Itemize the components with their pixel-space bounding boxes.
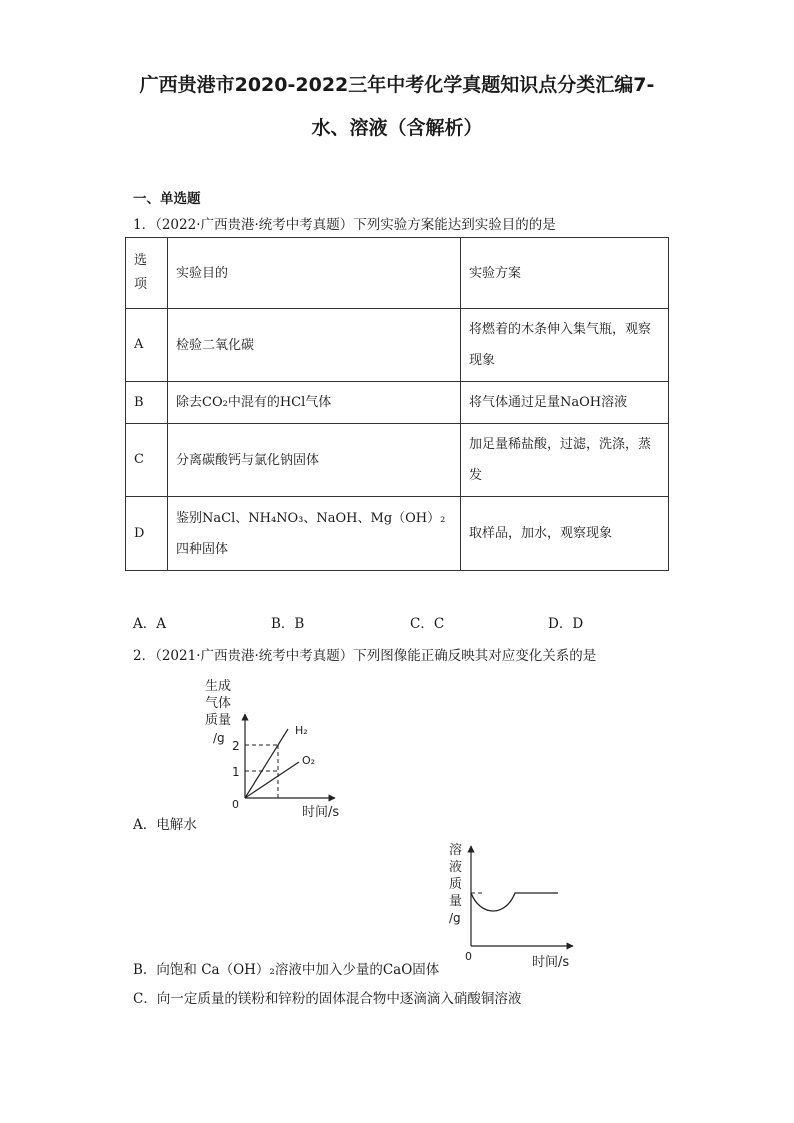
row-purpose: 检验二氧化碳: [168, 309, 461, 382]
graph-b-solution-mass: [440, 836, 590, 972]
option-d[interactable]: D．D: [548, 616, 584, 632]
graph-b-ylabel-1: 溶: [449, 843, 463, 858]
table-row: [126, 497, 669, 571]
graph-b-ylabel-4: 量: [449, 894, 463, 909]
header-plan: 实验方案: [461, 238, 669, 309]
graph-a-ylabel-3: 质量: [205, 713, 232, 728]
row-option: C: [126, 424, 168, 497]
graph-a-ytick-2: 2: [232, 739, 240, 753]
graph-b-curve: [471, 893, 558, 911]
row-plan: 将燃着的木条伸入集气瓶，观察现象: [461, 309, 669, 382]
graph-a-label-h2: H₂: [295, 724, 308, 737]
graph-a-ylabel-1: 生成: [205, 679, 232, 694]
graph-a-label-o2: O₂: [302, 754, 316, 767]
question-2-option-a[interactable]: A．电解水: [133, 817, 197, 833]
option-b[interactable]: B．B: [271, 616, 305, 632]
graph-b-ylabel-5: /g: [449, 911, 461, 925]
graph-b-origin: 0: [465, 950, 472, 963]
question-2-option-c[interactable]: C．向一定质量的镁粉和锌粉的固体混合物中逐滴滴入硝酸铜溶液: [133, 991, 522, 1007]
header-option: 选项: [126, 238, 168, 309]
graph-b-ylabel-2: 液: [449, 860, 463, 875]
row-purpose: 鉴别NaCl、NH₄NO₃、NaOH、Mg（OH）₂四种固体: [168, 497, 461, 571]
graph-a-xlabel: 时间/s: [302, 805, 340, 820]
table-row: [126, 424, 669, 497]
row-option: D: [126, 497, 168, 571]
header-purpose: 实验目的: [168, 238, 461, 309]
table-header-row: [126, 238, 669, 309]
section-heading: 一、单选题: [133, 191, 201, 207]
table-row: [126, 309, 669, 382]
option-a[interactable]: A．A: [133, 616, 166, 632]
graph-b-xlabel: 时间/s: [532, 955, 570, 970]
graph-a-ytick-1: 1: [232, 765, 240, 779]
graph-a-ylabel-4: /g: [213, 731, 225, 745]
row-purpose: 除去CO₂中混有的HCl气体: [168, 382, 461, 424]
document-title-line1: 广西贵港市2020-2022三年中考化学真题知识点分类汇编7-: [139, 74, 655, 96]
row-option: A: [126, 309, 168, 382]
row-purpose: 分离碳酸钙与氯化钠固体: [168, 424, 461, 497]
graph-a-ylabel-2: 气体: [205, 696, 232, 711]
graph-b-ylabel-3: 质: [449, 877, 463, 892]
question-2-stem: 2．（2021·广西贵港·统考中考真题）下列图像能正确反映其对应变化关系的是: [133, 648, 597, 664]
row-plan: 取样品，加水，观察现象: [461, 497, 669, 571]
graph-a-electrolysis: [195, 672, 365, 822]
question-1-table: [125, 237, 669, 571]
row-option: B: [126, 382, 168, 424]
row-plan: 将气体通过足量NaOH溶液: [461, 382, 669, 424]
graph-a-line-h2: [245, 729, 288, 798]
row-plan: 加足量稀盐酸，过滤，洗涤，蒸发: [461, 424, 669, 497]
document-title-line2: 水、溶液（含解析）: [311, 117, 483, 139]
graph-a-line-o2: [245, 762, 299, 798]
question-2-option-b[interactable]: B．向饱和 Ca（OH）₂溶液中加入少量的CaO固体: [133, 962, 440, 978]
table-row: [126, 382, 669, 424]
question-1-stem: 1．（2022·广西贵港·统考中考真题）下列实验方案能达到实验目的的是: [133, 217, 556, 233]
graph-a-origin: 0: [232, 798, 239, 811]
option-c[interactable]: C．C: [410, 616, 445, 632]
